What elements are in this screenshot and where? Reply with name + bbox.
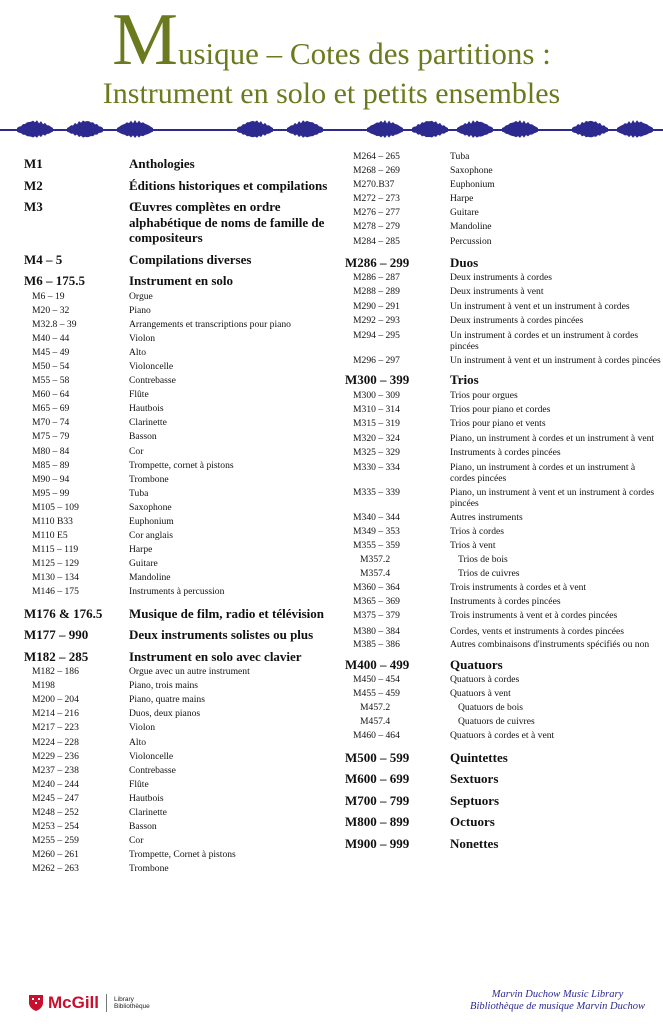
entry-m457-4 [345, 715, 661, 729]
entry-m288-289 [345, 285, 661, 299]
call-number: M272 – 273 [353, 193, 400, 205]
entry-m125-129 [24, 557, 336, 571]
entry-m330-334 [345, 462, 661, 485]
entry-m300-309 [345, 389, 661, 403]
category-label: Trios de bois [458, 554, 508, 566]
entry-m460-464 [345, 729, 661, 743]
category-label: Trios à vent [450, 540, 496, 551]
category-label: Deux instruments à vent [450, 286, 544, 298]
call-number: M278 – 279 [353, 221, 400, 233]
call-number: M245 – 247 [32, 792, 79, 804]
section-heading-m1 [24, 156, 336, 172]
category-label: Cor [129, 445, 144, 457]
entry-m357-2 [345, 553, 661, 567]
call-number: M110 E5 [32, 530, 68, 542]
entry-m315-319 [345, 417, 661, 431]
waveform-shape [367, 120, 403, 138]
category-label: Alto [129, 736, 147, 748]
call-number: M450 – 454 [353, 674, 400, 686]
category-label: Arrangements et transcriptions pour piano [129, 318, 291, 330]
title-line1-text: usique – Cotes des partitions : [177, 36, 551, 71]
call-number: M70 – 74 [32, 417, 70, 429]
waveform-shape [572, 121, 608, 137]
category-label: Quatuors à cordes [450, 674, 520, 686]
category-label: Piano, quatre mains [129, 694, 205, 706]
entry-m130-134 [24, 571, 336, 585]
category-label: Trois instruments à vent et à cordes pincées [450, 610, 618, 622]
credit-french: Bibliothèque de musique Marvin Duchow [470, 1001, 645, 1012]
category-label: Alto [129, 346, 147, 358]
call-number: M330 – 334 [353, 461, 400, 473]
call-number: M600 – 699 [345, 771, 410, 787]
category-label: Trombone [129, 863, 169, 875]
entry-m380-384 [345, 626, 661, 638]
call-number: M457.2 [360, 702, 391, 714]
call-number: M385 – 386 [353, 639, 400, 651]
call-number: M6 – 19 [32, 290, 65, 302]
entry-m6-19 [24, 290, 336, 304]
waveform-shape [617, 120, 653, 138]
call-number: M110 B33 [32, 516, 73, 527]
entry-m360-364 [345, 581, 661, 595]
entry-m310-314 [345, 403, 661, 417]
category-label: Nonettes [450, 835, 499, 851]
call-number: M2 [24, 177, 43, 193]
entry-m455-459 [345, 687, 661, 701]
category-label: Deux instruments solistes ou plus [129, 627, 314, 643]
category-label: Piano, trois mains [129, 680, 199, 692]
entry-m340-344 [345, 511, 661, 525]
category-label: Un instrument à cordes et un instrument à cordes pincées [450, 329, 639, 353]
call-number: M240 – 244 [32, 778, 79, 790]
entry-m284-285 [345, 235, 661, 249]
category-label: Un instrument à vent et un instrument à cordes [450, 301, 630, 313]
category-label: Quatuors à vent [450, 688, 511, 700]
waveform-shape [17, 120, 53, 138]
category-label: Basson [129, 431, 157, 443]
mcgill-wordmark: McGill [48, 993, 100, 1012]
call-number: M125 – 129 [32, 558, 79, 570]
call-number: M400 – 499 [345, 656, 410, 672]
call-number: M290 – 291 [353, 301, 400, 313]
call-number: M360 – 364 [353, 582, 400, 594]
section-heading-m177-990 [24, 627, 336, 643]
category-label: Instruments à percussion [129, 586, 225, 598]
entry-m457-2 [345, 701, 661, 715]
category-label: Basson [129, 821, 157, 833]
call-number: M355 – 359 [353, 540, 400, 551]
call-number: M700 – 799 [345, 792, 410, 808]
category-label: Violon [129, 332, 156, 344]
category-label: Harpe [129, 544, 153, 556]
entry-m32-8-39 [24, 318, 336, 332]
entry-m264-265 [345, 150, 661, 164]
call-number: M32.8 – 39 [32, 318, 77, 330]
entry-m55-58 [24, 374, 336, 388]
call-number: M340 – 344 [353, 511, 400, 523]
entry-m290-291 [345, 301, 661, 313]
entry-m255-259 [24, 834, 336, 848]
entry-m110-e5 [24, 529, 336, 543]
category-label: Orgue avec un autre instrument [129, 666, 250, 678]
entry-m278-279 [345, 220, 661, 234]
section-heading-m286-299 [345, 255, 661, 271]
call-number: M268 – 269 [353, 165, 400, 177]
call-number: M85 – 89 [32, 459, 70, 471]
call-number: M349 – 353 [353, 525, 400, 537]
category-label: Flûte [129, 778, 149, 790]
call-number: M335 – 339 [353, 486, 400, 498]
category-label: Clarinette [129, 807, 167, 818]
category-label: Instruments à cordes pincées [450, 596, 561, 608]
category-label: Quatuors à cordes et à vent [450, 730, 555, 742]
call-number: M310 – 314 [353, 404, 400, 416]
call-number: M276 – 277 [353, 207, 400, 219]
left-column [24, 150, 336, 876]
category-label: Guitare [450, 207, 479, 219]
section-heading-m182-285 [24, 649, 336, 665]
call-number: M262 – 263 [32, 863, 79, 875]
logo-library-text [114, 996, 150, 1011]
category-label: Instrument en solo [129, 273, 234, 288]
call-number: M455 – 459 [353, 688, 400, 700]
entry-m355-359 [345, 539, 661, 553]
entry-m272-273 [345, 192, 661, 206]
entry-m146-175 [24, 585, 336, 599]
entry-m365-369 [345, 595, 661, 609]
call-number: M229 – 236 [32, 750, 79, 762]
category-label: Saxophone [129, 501, 172, 513]
entry-m45-49 [24, 346, 336, 360]
category-label: Violoncelle [129, 750, 174, 762]
category-label: Euphonium [450, 179, 495, 191]
category-label: Cordes, vents et instruments à cordes pincées [450, 625, 624, 637]
logo-separator [106, 994, 107, 1012]
call-number: M264 – 265 [353, 151, 400, 162]
category-label: Duos [450, 254, 479, 270]
category-label: Trombone [129, 473, 169, 485]
category-label: Quatuors de bois [458, 702, 524, 714]
entry-m253-254 [24, 820, 336, 834]
category-label: Autres combinaisons d'instruments spécifiés ou non [450, 639, 650, 651]
waveform-shape [67, 121, 103, 138]
entry-m85-89 [24, 459, 336, 473]
call-number: M115 – 119 [32, 544, 79, 556]
call-number: M45 – 49 [32, 346, 70, 358]
entry-m40-44 [24, 332, 336, 346]
entry-m224-228 [24, 736, 336, 750]
call-number: M284 – 285 [353, 235, 400, 247]
call-number: M224 – 228 [32, 736, 79, 748]
call-number: M457.4 [360, 716, 391, 728]
call-number: M800 – 899 [345, 814, 410, 830]
call-number: M286 – 299 [345, 254, 410, 270]
credit-english: Marvin Duchow Music Library [491, 989, 624, 1000]
call-number: M380 – 384 [353, 625, 400, 637]
entry-m80-84 [24, 445, 336, 459]
waveform-shape [502, 120, 538, 138]
section-heading-m3 [24, 199, 336, 246]
section-heading-m600-699 [345, 771, 661, 787]
entry-m229-236 [24, 750, 336, 764]
entry-m75-79 [24, 430, 336, 444]
entry-m349-353 [345, 525, 661, 539]
call-number: M1 [24, 156, 43, 171]
category-label: Anthologies [129, 156, 195, 171]
category-label: Violoncelle [129, 360, 174, 372]
entry-m20-32 [24, 304, 336, 318]
entry-m276-277 [345, 206, 661, 220]
category-label: Autres instruments [450, 511, 523, 523]
category-label: Harpe [450, 193, 474, 205]
call-number: M4 – 5 [24, 251, 63, 267]
section-heading-m4-5 [24, 252, 336, 268]
category-label: Duos, deux pianos [129, 708, 201, 720]
category-label: Clarinette [129, 417, 167, 429]
waveform-shape [237, 120, 273, 137]
category-label: Cor [129, 835, 144, 847]
call-number: M177 – 990 [24, 627, 89, 643]
category-label: Tuba [129, 487, 149, 499]
entry-m375-379 [345, 609, 661, 623]
category-label: Trios [450, 372, 479, 388]
call-number: M325 – 329 [353, 446, 400, 458]
entry-m50-54 [24, 360, 336, 374]
category-label: Œuvres complètes en ordre alphabétique de noms de famille de compositeurs [129, 199, 325, 245]
call-number: M198 [32, 680, 55, 692]
category-label: Octuors [450, 814, 495, 830]
call-number: M3 [24, 199, 43, 214]
category-label: Trompette, cornet à pistons [129, 459, 234, 471]
call-number: M300 – 399 [345, 372, 410, 388]
entry-m240-244 [24, 778, 336, 792]
section-heading-m2 [24, 178, 336, 194]
call-number: M146 – 175 [32, 586, 79, 598]
category-label: Flûte [129, 389, 149, 401]
call-number: M65 – 69 [32, 403, 70, 415]
category-label: Trios pour orgues [450, 389, 518, 401]
category-label: Quintettes [450, 749, 508, 765]
category-label: Trios pour piano et vents [450, 418, 546, 430]
entry-m248-252 [24, 806, 336, 820]
call-number: M500 – 599 [345, 749, 410, 765]
category-label: Trompette, Cornet à pistons [129, 849, 236, 861]
category-label: Mandoline [450, 221, 492, 233]
category-label: Piano [129, 304, 151, 316]
call-number: M288 – 289 [353, 286, 400, 298]
call-number: M294 – 295 [353, 329, 400, 341]
section-heading-m176-176-5 [24, 606, 336, 622]
category-label: Saxophone [450, 165, 493, 177]
category-label: Musique de film, radio et télévision [129, 605, 324, 621]
category-label: Percussion [450, 235, 492, 247]
entry-m182-186 [24, 665, 336, 679]
call-number: M90 – 94 [32, 473, 70, 485]
mcgill-library-logo [28, 988, 150, 1018]
category-label: Piano, un instrument à cordes et un instrument à cordes pincées [450, 461, 636, 485]
call-number: M80 – 84 [32, 445, 70, 457]
section-heading-m700-799 [345, 793, 661, 809]
section-heading-m900-999 [345, 836, 661, 852]
entry-m296-297 [345, 355, 661, 367]
call-number: M60 – 64 [32, 389, 70, 401]
section-heading-m6-175-5 [24, 273, 336, 289]
call-number: M296 – 297 [353, 354, 400, 366]
entry-m294-295 [345, 330, 661, 353]
entry-m110-b33 [24, 515, 336, 529]
call-number: M260 – 261 [32, 849, 79, 861]
category-label: Euphonium [129, 516, 174, 527]
category-label: Piano, un instrument à vent et un instrument à cordes pincées [450, 486, 655, 510]
category-label: Trois instruments à cordes et à vent [450, 582, 587, 594]
category-label: Trios pour piano et cordes [450, 404, 551, 416]
call-number: M200 – 204 [32, 694, 79, 706]
call-number: M75 – 79 [32, 431, 70, 443]
logo-sub-fr: Bibliothèque [114, 1003, 150, 1010]
category-label: Contrebasse [129, 375, 176, 387]
category-label: Hautbois [129, 403, 164, 415]
section-heading-m300-399 [345, 372, 661, 388]
category-label: Deux instruments à cordes pincées [450, 314, 584, 326]
category-label: Instruments à cordes pincées [450, 446, 561, 458]
entry-m286-287 [345, 271, 661, 285]
call-number: M460 – 464 [353, 730, 400, 742]
category-label: Compilations diverses [129, 251, 252, 267]
waveform-divider [0, 116, 663, 144]
entry-m200-204 [24, 693, 336, 707]
call-number: M253 – 254 [32, 821, 79, 833]
category-label: Orgue [129, 290, 153, 302]
category-label: Tuba [450, 151, 470, 162]
category-label: Guitare [129, 558, 158, 570]
call-number: M292 – 293 [353, 314, 400, 326]
call-number: M50 – 54 [32, 360, 70, 372]
entry-m357-4 [345, 567, 661, 581]
section-heading-m800-899 [345, 814, 661, 830]
call-number: M217 – 223 [32, 722, 79, 734]
waveform-shape [117, 120, 153, 138]
category-label: Septuors [450, 792, 500, 808]
logo-sub-en: Library [114, 995, 134, 1003]
entry-m335-339 [345, 487, 661, 510]
page-subtitle: Instrument en solo et petits ensembles [102, 77, 561, 110]
entry-m60-64 [24, 388, 336, 402]
category-label: Quatuors de cuivres [458, 716, 535, 728]
category-label: Deux instruments à cordes [450, 272, 553, 284]
entry-m260-261 [24, 848, 336, 862]
call-number: M6 – 175.5 [24, 273, 86, 288]
category-label: Mandoline [129, 572, 171, 584]
call-number: M255 – 259 [32, 835, 79, 847]
call-number: M176 & 176.5 [24, 605, 103, 621]
title-initial: M [112, 0, 178, 81]
section-heading-m400-499 [345, 657, 661, 673]
entry-m70-74 [24, 416, 336, 430]
call-number: M95 – 99 [32, 487, 70, 499]
entry-m95-99 [24, 487, 336, 501]
entry-m237-238 [24, 764, 336, 778]
waveform-shape [457, 120, 493, 138]
category-label: Sextuors [450, 771, 499, 787]
call-number: M286 – 287 [353, 272, 400, 284]
category-label: Cor anglais [129, 530, 173, 542]
call-number: M300 – 309 [353, 389, 400, 401]
call-number: M375 – 379 [353, 610, 400, 622]
call-number: M270.B37 [353, 179, 395, 191]
right-column [345, 150, 661, 852]
call-number: M900 – 999 [345, 835, 410, 851]
category-label: Hautbois [129, 792, 164, 804]
category-label: Contrebasse [129, 764, 176, 776]
category-label: Piano, un instrument à cordes et un instrument à vent [450, 433, 655, 445]
entry-m217-223 [24, 721, 336, 735]
category-label: Quatuors [450, 656, 503, 672]
call-number: M182 – 186 [32, 666, 79, 678]
category-label: Trios de cuivres [458, 568, 520, 580]
call-number: M365 – 369 [353, 596, 400, 608]
entry-m268-269 [345, 164, 661, 178]
call-number: M248 – 252 [32, 807, 79, 818]
call-number: M320 – 324 [353, 433, 400, 445]
call-number: M20 – 32 [32, 304, 70, 316]
entry-m245-247 [24, 792, 336, 806]
entry-m90-94 [24, 473, 336, 487]
section-heading-m500-599 [345, 750, 661, 766]
entry-m385-386 [345, 639, 661, 651]
entry-m115-119 [24, 543, 336, 557]
entry-m262-263 [24, 862, 336, 876]
entry-m198 [24, 679, 336, 693]
call-number: M315 – 319 [353, 418, 400, 430]
entry-m320-324 [345, 433, 661, 445]
call-number: M55 – 58 [32, 375, 70, 387]
entry-m325-329 [345, 446, 661, 460]
entry-m105-109 [24, 501, 336, 515]
library-credit [470, 989, 645, 1013]
category-label: Un instrument à vent et un instrument à cordes pincées [450, 354, 661, 366]
entry-m214-216 [24, 707, 336, 721]
waveform-shape [287, 120, 323, 138]
call-number: M182 – 285 [24, 648, 89, 664]
entry-m450-454 [345, 673, 661, 687]
call-number: M214 – 216 [32, 708, 79, 720]
call-number: M130 – 134 [32, 572, 79, 584]
call-number: M40 – 44 [32, 332, 70, 344]
call-number: M357.4 [360, 568, 391, 580]
waveform-shape [412, 121, 448, 138]
category-label: Trios à cordes [450, 525, 505, 537]
mcgill-crest-icon [28, 994, 44, 1012]
entry-m65-69 [24, 402, 336, 416]
call-number: M105 – 109 [32, 501, 79, 513]
category-label: Instrument en solo avec clavier [129, 648, 302, 664]
call-number: M237 – 238 [32, 764, 79, 776]
entry-m292-293 [345, 314, 661, 328]
entry-m270-b37 [345, 178, 661, 192]
category-label: Éditions historiques et compilations [129, 177, 328, 193]
category-label: Violon [129, 722, 156, 734]
call-number: M357.2 [360, 554, 391, 566]
